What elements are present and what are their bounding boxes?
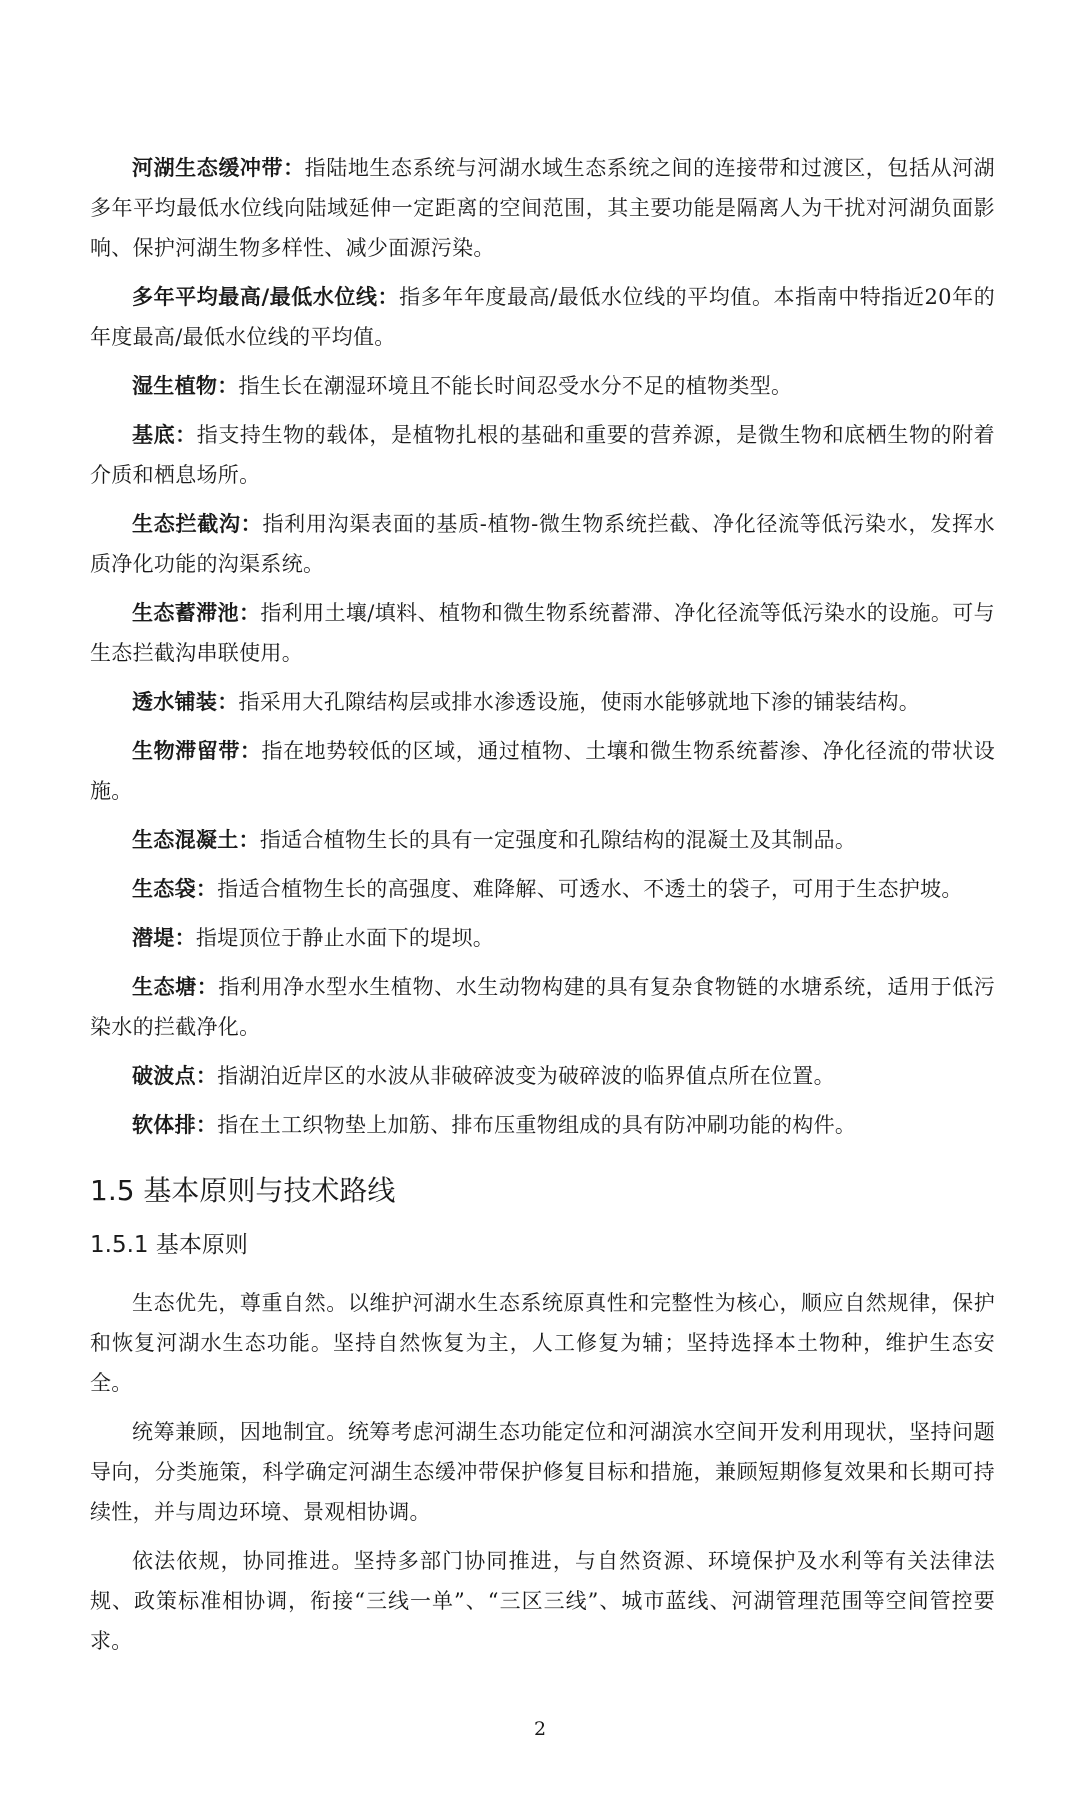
definition-term: 生态混凝土：: [132, 828, 260, 852]
principle-paragraph: 生态优先，尊重自然。以维护河湖水生态系统原真性和完整性为核心，顺应自然规律，保护和恢复河湖水生态功能。坚持自然恢复为主，人工修复为辅；坚持选择本土物种，维护生态安全。: [90, 1291, 995, 1395]
definition-term: 基底：: [132, 423, 197, 447]
definition-term: 生态塘：: [132, 975, 219, 999]
definition-paragraph: [90, 148, 995, 268]
definition-paragraph: [90, 869, 995, 909]
definition-paragraph: [90, 1056, 995, 1096]
definition-term: 湿生植物：: [132, 374, 239, 398]
definition-term: 生态袋：: [132, 877, 218, 901]
page-number: 2: [533, 1718, 547, 1740]
definition-paragraph: [90, 593, 995, 673]
page-content: [90, 148, 995, 1670]
section-heading: 1.5 基本原则与技术路线: [90, 1174, 396, 1207]
definition-paragraph: [90, 682, 995, 722]
definition-text: 指利用沟渠表面的基质-植物-微生物系统拦截、净化径流等低污染水，发挥水质净化功能的沟渠系统。: [90, 512, 995, 576]
definition-term: 多年平均最高/最低水位线：: [132, 285, 400, 309]
definition-text: 指生长在潮湿环境且不能长时间忍受水分不足的植物类型。: [238, 374, 793, 398]
definition-paragraph: [90, 918, 995, 958]
definition-text: 指多年年度最高/最低水位线的平均值。本指南中特指近20年的年度最高/最低水位线的平均值。: [90, 285, 995, 349]
definition-term: 破波点：: [132, 1064, 218, 1088]
subsection-heading: 1.5.1 基本原则: [90, 1232, 248, 1258]
definition-term: 软体排：: [132, 1113, 218, 1137]
definition-text: 指在地势较低的区域，通过植物、土壤和微生物系统蓄渗、净化径流的带状设施。: [90, 739, 995, 803]
definition-paragraph: [90, 967, 995, 1047]
definition-text: 指适合植物生长的高强度、难降解、可透水、不透土的袋子，可用于生态护坡。: [217, 877, 963, 901]
definition-paragraph: [90, 1105, 995, 1145]
definition-paragraph: [90, 415, 995, 495]
definition-text: 指堤顶位于静止水面下的堤坝。: [195, 926, 495, 950]
definition-text: 指支持生物的载体，是植物扎根的基础和重要的营养源，是微生物和底栖生物的附着介质和栖息场所。: [90, 423, 995, 487]
definition-text: 指湖泊近岸区的水波从非破碎波变为破碎波的临界值点所在位置。: [217, 1064, 835, 1088]
definition-term: 生物滞留带：: [132, 739, 262, 763]
definition-paragraph: [90, 504, 995, 584]
definition-term: 河湖生态缓冲带：: [132, 156, 305, 180]
principles-list: [90, 1283, 995, 1661]
definition-term: 透水铺装：: [132, 690, 239, 714]
definition-text: 指适合植物生长的具有一定强度和孔隙结构的混凝土及其制品。: [259, 828, 857, 852]
definition-paragraph: [90, 731, 995, 811]
definition-text: 指采用大孔隙结构层或排水渗透设施，使雨水能够就地下渗的铺装结构。: [238, 690, 921, 714]
definition-text: 指在土工织物垫上加筋、排布压重物组成的具有防冲刷功能的构件。: [217, 1113, 857, 1137]
definitions-list: [90, 148, 995, 1145]
definition-paragraph: [90, 366, 995, 406]
definition-text: 指陆地生态系统与河湖水域生态系统之间的连接带和过渡区，包括从河湖多年平均最低水位线向陆域延伸一定距离的空间范围，其主要功能是隔离人为干扰对河湖负面影响、保护河湖生物多样性、减少面源污染。: [90, 156, 995, 260]
definition-paragraph: [90, 820, 995, 860]
definition-term: 生态蓄滞池：: [132, 601, 261, 625]
definition-term: 潜堤：: [132, 926, 196, 950]
definition-text: 指利用净水型水生植物、水生动物构建的具有复杂食物链的水塘系统，适用于低污染水的拦截净化。: [90, 975, 995, 1039]
principle-paragraph: 依法依规，协同推进。坚持多部门协同推进，与自然资源、环境保护及水利等有关法律法规、政策标准相协调，衔接“三线一单”、“三区三线”、城市蓝线、河湖管理范围等空间管控要求。: [90, 1549, 995, 1653]
definition-term: 生态拦截沟：: [132, 512, 263, 536]
definition-paragraph: [90, 277, 995, 357]
definition-text: 指利用土壤/填料、植物和微生物系统蓄滞、净化径流等低污染水的设施。可与生态拦截沟串联使用。: [90, 601, 995, 665]
principle-paragraph: 统筹兼顾，因地制宜。统筹考虑河湖生态功能定位和河湖滨水空间开发利用现状，坚持问题导向，分类施策，科学确定河湖生态缓冲带保护修复目标和措施，兼顾短期修复效果和长期可持续性，并与周边环境、景观相协调。: [90, 1420, 995, 1524]
